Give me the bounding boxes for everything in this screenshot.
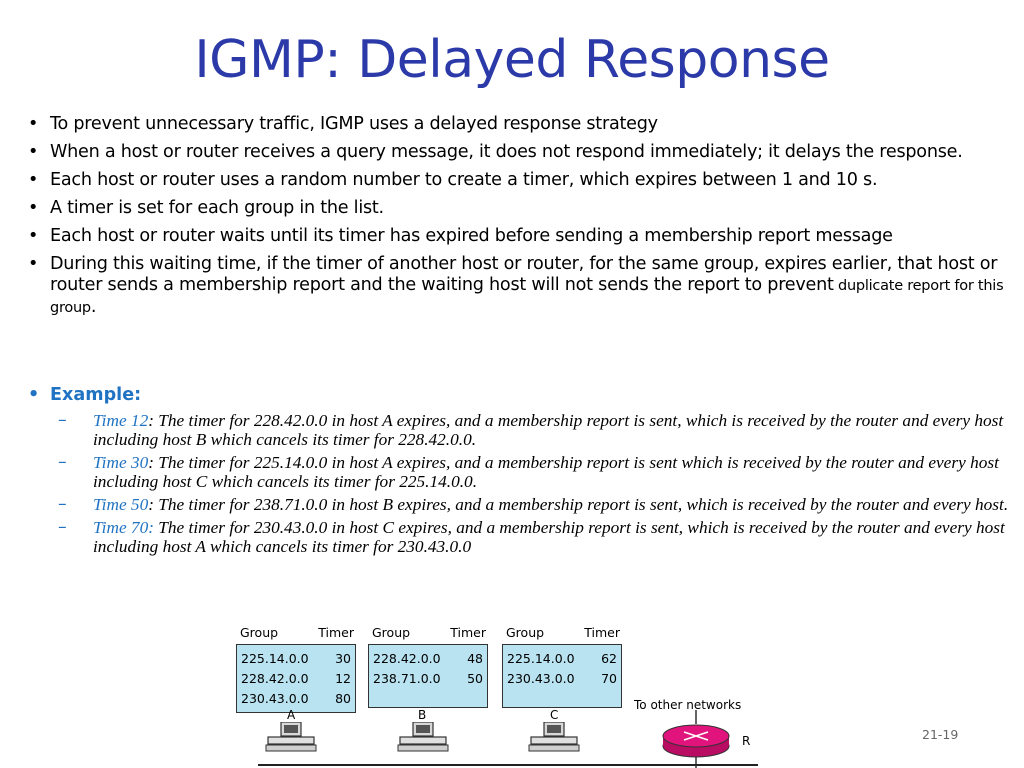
- host-label-b: B: [418, 708, 427, 722]
- computer-icon: [264, 722, 318, 754]
- col-timer: Timer: [450, 625, 486, 640]
- table-row: [241, 669, 351, 689]
- example-item: [50, 453, 1018, 491]
- example-list: [28, 411, 1018, 556]
- timer-cell: 48: [467, 651, 483, 666]
- group-cell: 228.42.0.0: [373, 651, 441, 666]
- example-text: The timer for 230.43.0.0 in host C expires, and a membership report is sent, which is received by the router and every host including host A which cancels its timer for 230.43.0.0: [93, 518, 1005, 556]
- page-number: 21-19: [922, 727, 959, 742]
- example-item: [50, 411, 1018, 449]
- table-row: [373, 649, 483, 669]
- lan-line: [258, 762, 758, 768]
- timer-table-a: [236, 622, 356, 713]
- host-label-c: C: [550, 708, 559, 722]
- table-row: [241, 689, 351, 709]
- example-text: : The timer for 228.42.0.0 in host A expires, and a membership report is sent, which is received by the router and every host including host B which cancels its timer for 228.42.0.0.: [93, 411, 1004, 449]
- bullet-period: .: [90, 297, 97, 317]
- timer-cell: 30: [335, 651, 351, 666]
- bullet-item: • A timer is set for each group in the list.: [28, 198, 1018, 219]
- slide-title: IGMP: Delayed Response: [194, 30, 830, 90]
- timer-cell: 70: [601, 671, 617, 686]
- col-timer: Timer: [584, 625, 620, 640]
- table-row: [373, 669, 483, 689]
- example-time: Time 70:: [93, 518, 154, 537]
- example-text: : The timer for 238.71.0.0 in host B expires, and a membership report is sent, which is received by the router and every host.: [148, 495, 1009, 514]
- table-row: [507, 649, 617, 669]
- computer-icon: [527, 722, 581, 754]
- timer-cell: 12: [335, 671, 351, 686]
- timer-cell: 50: [467, 671, 483, 686]
- example-section: [28, 385, 1018, 560]
- example-time: Time 30: [93, 453, 149, 472]
- bullet-list: [28, 114, 1018, 326]
- col-group: Group: [372, 625, 411, 640]
- col-timer: Timer: [318, 625, 354, 640]
- group-cell: 230.43.0.0: [241, 691, 309, 706]
- table-row: [507, 669, 617, 689]
- col-group: Group: [506, 625, 545, 640]
- computer-icon: [396, 722, 450, 754]
- timer-table-c: [502, 622, 622, 708]
- example-time: Time 12: [93, 411, 149, 430]
- group-cell: 230.43.0.0: [507, 671, 575, 686]
- group-cell: 238.71.0.0: [373, 671, 441, 686]
- timer-cell: 80: [335, 691, 351, 706]
- host-label-a: A: [287, 708, 296, 722]
- table-row: [241, 649, 351, 669]
- network-diagram: [220, 622, 780, 768]
- bullet-item: • Each host or router waits until its timer has expired before sending a membership report message: [28, 226, 1018, 247]
- example-time: Time 50: [93, 495, 149, 514]
- networks-label: To other networks: [634, 698, 742, 712]
- timer-table-b: [368, 622, 488, 708]
- example-item: [50, 495, 1018, 514]
- group-cell: 225.14.0.0: [507, 651, 575, 666]
- group-cell: 228.42.0.0: [241, 671, 309, 686]
- col-group: Group: [240, 625, 279, 640]
- bullet-item: [28, 254, 1018, 319]
- bullet-text: During this waiting time, if the timer of another host or router, for the same group, expires earlier, that host or router sends a membership report and the waiting host will not sends the report to prevent: [50, 254, 998, 295]
- bullet-item: • To prevent unnecessary traffic, IGMP uses a delayed response strategy: [28, 114, 1018, 135]
- group-cell: 225.14.0.0: [241, 651, 309, 666]
- example-text: : The timer for 225.14.0.0 in host A expires, and a membership report is sent which is received by the router and every host including host C which cancels its timer for 225.14.0.0.: [93, 453, 999, 491]
- bullet-item: • Each host or router uses a random number to create a timer, which expires between 1 and 10 s.: [28, 170, 1018, 191]
- example-item: [50, 518, 1018, 556]
- bullet-item: • When a host or router receives a query message, it does not respond immediately; it delays the response.: [28, 142, 1018, 163]
- router-label: R: [742, 734, 751, 748]
- bullet-text-small: duplicate report for this group: [50, 278, 1004, 316]
- timer-cell: 62: [601, 651, 617, 666]
- router-icon: [656, 710, 736, 768]
- example-heading: • Example:: [28, 385, 1018, 405]
